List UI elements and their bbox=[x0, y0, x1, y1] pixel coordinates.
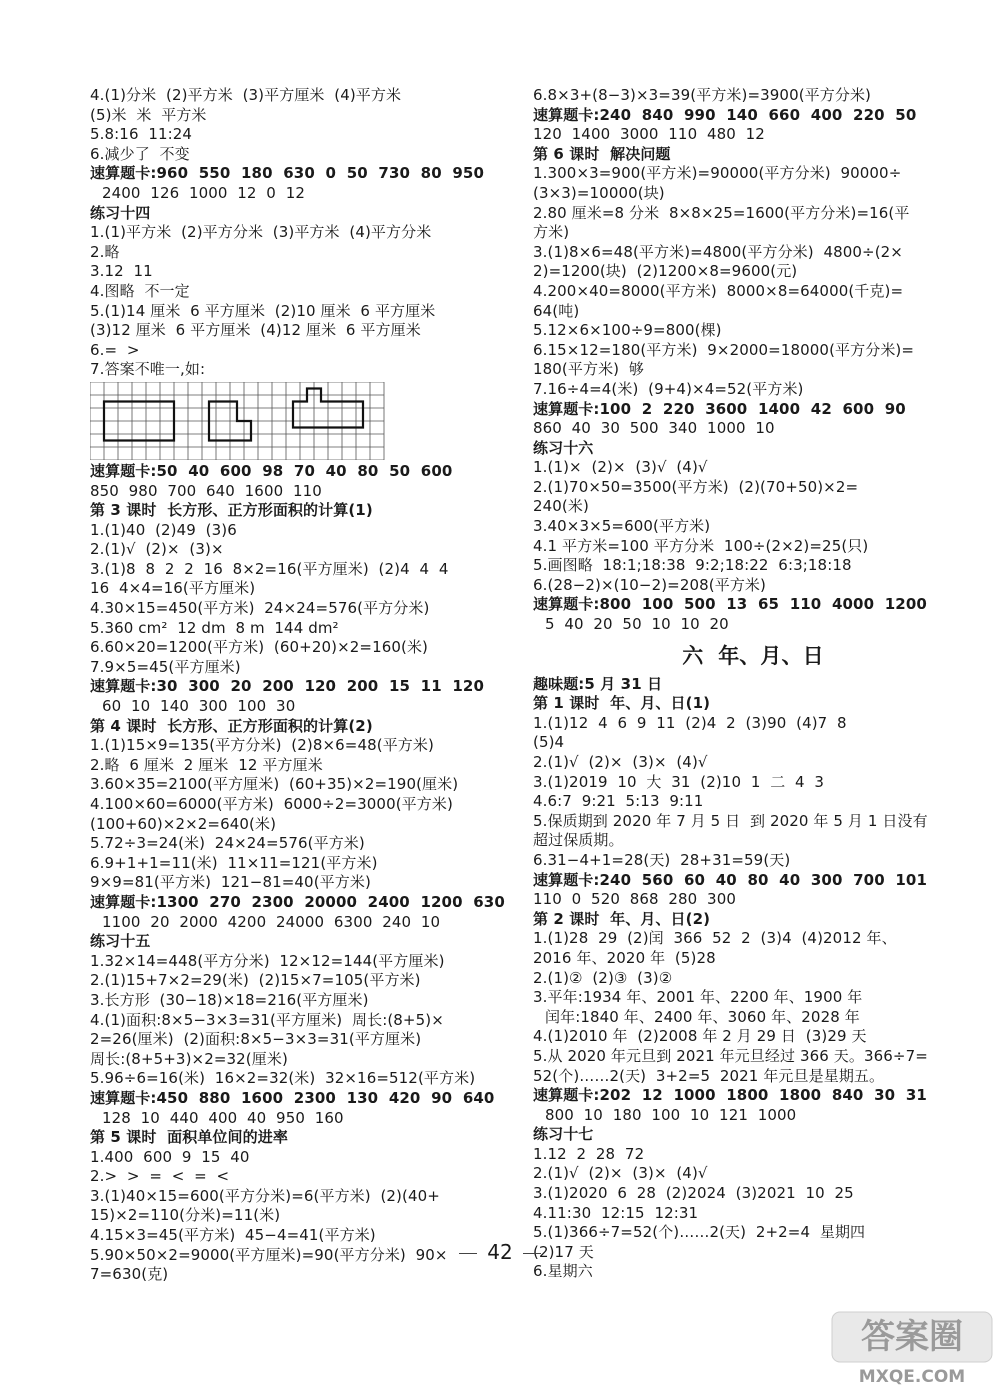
answer-line: (5)米 米 平方米 bbox=[90, 105, 207, 124]
answer-line: 6.60×20=1200(平方米) (60+20)×2=160(米) bbox=[90, 638, 428, 657]
answer-line: 4.(1)2010 年 (2)2008 年 2 月 29 日 (3)29 天 bbox=[533, 1027, 867, 1046]
answer-line: 2.略 6 厘米 2 厘米 12 平方厘米 bbox=[90, 755, 323, 774]
svg-text:MXQE.COM: MXQE.COM bbox=[858, 1367, 966, 1387]
answer-line: 3.(1)2020 6 28 (2)2024 (3)2021 10 25 bbox=[533, 1184, 854, 1203]
answer-line: 5.72÷3=24(米) 24×24=576(平方米) bbox=[90, 834, 365, 853]
answer-line: 180(平方米) 够 bbox=[533, 360, 644, 379]
heading-line: 速算题卡:1300 270 2300 20000 2400 1200 630 bbox=[90, 892, 505, 911]
heading-line: 第 1 课时 年、月、日(1) bbox=[533, 694, 711, 713]
answer-line: 9×9=81(平方米) 121−81=40(平方米) bbox=[90, 873, 371, 892]
answer-line: 1.(1)15×9=135(平方分米) (2)8×6=48(平方米) bbox=[90, 736, 434, 755]
answer-line: 5.360 cm² 12 dm 8 m 144 dm² bbox=[90, 618, 339, 637]
answer-line: 1.400 600 9 15 40 bbox=[90, 1147, 250, 1166]
answer-line: 超过保质期。 bbox=[533, 831, 624, 850]
answer-line: (3×3)=10000(块) bbox=[533, 183, 665, 202]
answer-line: 4.6:7 9:21 5:13 9:11 bbox=[533, 792, 704, 811]
answer-line: 3.12 11 bbox=[90, 262, 153, 281]
answer-line: 1.32×14=448(平方分米) 12×12=144(平方厘米) bbox=[90, 951, 445, 970]
answer-line: 240(米) bbox=[533, 497, 589, 516]
heading-line: 速算题卡:800 100 500 13 65 110 4000 1200 bbox=[533, 595, 927, 614]
answer-line: 2400 126 1000 12 0 12 bbox=[102, 183, 305, 202]
right-answers-top bbox=[533, 86, 973, 635]
answer-line: 2.(1)√ (2)× (3)× (4)√ bbox=[533, 753, 708, 771]
heading-line: 练习十七 bbox=[533, 1125, 594, 1144]
answer-line: 6.减少了 不变 bbox=[90, 144, 190, 163]
heading-line: 速算题卡:240 840 990 140 660 400 220 50 bbox=[533, 105, 917, 124]
answer-line: 6.= > bbox=[90, 340, 140, 359]
answer-line: 3.60×35=2100(平方厘米) (60+35)×2=190(厘米) bbox=[90, 775, 459, 794]
answer-line: 110 0 520 868 280 300 bbox=[533, 890, 736, 909]
answer-line: 2.(1)√ (2)× (3)× (4)√ bbox=[533, 1164, 708, 1183]
answer-line: 6.星期六 bbox=[533, 1262, 593, 1281]
heading-line: 练习十六 bbox=[533, 438, 594, 457]
page-number-dash-right bbox=[523, 1253, 541, 1254]
page-number: 42 bbox=[487, 1240, 513, 1264]
heading-line: 速算题卡:202 12 1000 1800 1800 840 30 31 bbox=[533, 1086, 927, 1105]
answer-line: 16 4×4=16(平方厘米) bbox=[90, 579, 256, 598]
answer-line: 闰年:1840 年、2400 年、3060 年、2028 年 bbox=[545, 1007, 860, 1026]
heading-line: 速算题卡:450 880 1600 2300 130 420 90 640 bbox=[90, 1088, 495, 1107]
answer-line: (100+60)×2×2=640(米) bbox=[90, 814, 277, 833]
answer-line: 2.80 厘米=8 分米 8×8×25=1600(平方分米)=16(平 bbox=[533, 203, 910, 222]
answer-line: 1.(1)40 (2)49 (3)6 bbox=[90, 520, 237, 539]
answer-line: 1.12 2 28 72 bbox=[533, 1144, 645, 1163]
answer-line: 60 10 140 300 100 30 bbox=[102, 697, 296, 716]
answer-line: 5.画图略 18:1;18:38 9:2;18:22 6:3;18:18 bbox=[533, 556, 852, 575]
answer-line: 120 1400 3000 110 480 12 bbox=[533, 125, 765, 144]
heading-line: 速算题卡:30 300 20 200 120 200 15 11 120 bbox=[90, 677, 485, 696]
answer-line: 5.从 2020 年元旦到 2021 年元旦经过 366 天。366÷7= bbox=[533, 1046, 928, 1065]
heading-line: 第 2 课时 年、月、日(2) bbox=[533, 909, 711, 928]
answer-line: 5.(1)14 厘米 6 平方厘米 (2)10 厘米 6 平方厘米 bbox=[90, 301, 436, 320]
answer-line: 3.(1)8 8 2 2 16 8×2=16(平方厘米) (2)4 4 4 bbox=[90, 559, 449, 578]
heading-line: 练习十四 bbox=[90, 203, 151, 222]
left-answers-top bbox=[90, 86, 530, 380]
heading-line: 第 4 课时 长方形、正方形面积的计算(2) bbox=[90, 716, 373, 735]
answer-line: 7.9×5=45(平方厘米) bbox=[90, 657, 241, 676]
svg-text:答案圈: 答案圈 bbox=[861, 1317, 963, 1357]
answer-line: 5.(1)366÷7=52(个)……2(天) 2+2=4 星期四 bbox=[533, 1223, 866, 1242]
answer-line: 64(吨) bbox=[533, 301, 580, 320]
answer-line: 2016 年、2020 年 (5)28 bbox=[533, 948, 716, 967]
heading-line: 练习十五 bbox=[90, 932, 151, 951]
answer-line: 2.(1)② (2)③ (3)② bbox=[533, 968, 673, 987]
grid-figure bbox=[90, 382, 530, 460]
answer-line: 2.> > = < = < bbox=[90, 1167, 230, 1186]
answer-line: 4.(1)分米 (2)平方米 (3)平方厘米 (4)平方米 bbox=[90, 86, 402, 104]
answer-line: 1.(1)12 4 6 9 11 (2)4 2 (3)90 (4)7 8 bbox=[533, 713, 847, 732]
page-number-dash-left bbox=[459, 1253, 477, 1254]
answer-line: 5.8:16 11:24 bbox=[90, 125, 193, 144]
answer-line: 1.(1)平方米 (2)平方分米 (3)平方米 (4)平方分米 bbox=[90, 223, 432, 242]
answer-line: 7.答案不唯一,如: bbox=[90, 360, 206, 379]
answer-line: 方米) bbox=[533, 223, 570, 242]
answer-line: 6.31−4+1=28(天) 28+31=59(天) bbox=[533, 850, 791, 869]
page-number-area bbox=[0, 1240, 1000, 1264]
answer-line: 6.15×12=180(平方米) 9×2000=18000(平方分米)= bbox=[533, 340, 915, 359]
left-answers-bottom bbox=[90, 462, 530, 1285]
right-answers-bottom bbox=[533, 675, 973, 1282]
answer-line: (2)17 天 bbox=[533, 1242, 594, 1261]
answer-line: 2.(1)70×50=3500(平方米) (2)(70+50)×2= bbox=[533, 477, 859, 496]
answer-line: 3.(1)40×15=600(平方分米)=6(平方米) (2)(40+ bbox=[90, 1186, 440, 1205]
answer-line: 1.(1)28 29 (2)闰 366 52 2 (3)4 (4)2012 年、 bbox=[533, 929, 897, 948]
answer-line: 4.30×15=450(平方米) 24×24=576(平方分米) bbox=[90, 599, 430, 618]
answer-line: 800 10 180 100 10 121 1000 bbox=[545, 1105, 797, 1124]
answer-line: 3.(1)2019 10 大 31 (2)10 1 二 4 3 bbox=[533, 772, 825, 791]
answer-line: 6.9+1+1=11(米) 11×11=121(平方米) bbox=[90, 853, 378, 872]
answer-line: 3.(1)8×6=48(平方米)=4800(平方分米) 4800÷(2× bbox=[533, 242, 903, 261]
answer-line: 2.(1)√ (2)× (3)× bbox=[90, 540, 224, 559]
answer-line: 850 980 700 640 1600 110 bbox=[90, 481, 322, 500]
answer-line: 4.15×3=45(平方米) 45−4=41(平方米) bbox=[90, 1226, 376, 1245]
answer-line: (3)12 厘米 6 平方厘米 (4)12 厘米 6 平方厘米 bbox=[90, 321, 421, 340]
heading-line: 速算题卡:50 40 600 98 70 40 80 50 600 bbox=[90, 461, 453, 480]
answer-line: 1100 20 2000 4200 24000 6300 240 10 bbox=[102, 912, 441, 931]
answer-line: 7.16÷4=4(米) (9+4)×4=52(平方米) bbox=[533, 379, 804, 398]
answer-line: 6.8×3+(8−3)×3=39(平方米)=3900(平方分米) bbox=[533, 86, 872, 104]
answer-line: 4.11:30 12:15 12:31 bbox=[533, 1203, 699, 1222]
answer-line: 3.平年:1934 年、2001 年、2200 年、1900 年 bbox=[533, 988, 863, 1007]
answer-line: 5.90×50×2=9000(平方厘米)=90(平方分米) 90× bbox=[90, 1245, 448, 1264]
right-column bbox=[533, 86, 973, 1282]
watermark-logo bbox=[828, 1310, 996, 1388]
answer-line: 128 10 440 400 40 950 160 bbox=[102, 1108, 344, 1127]
answer-line: 4.1 平方米=100 平方分米 100÷(2×2)=25(只) bbox=[533, 536, 869, 555]
answer-line: 6.(28−2)×(10−2)=208(平方米) bbox=[533, 575, 766, 594]
heading-line: 速算题卡:100 2 220 3600 1400 42 600 90 bbox=[533, 399, 906, 418]
heading-line: 第 3 课时 长方形、正方形面积的计算(1) bbox=[90, 501, 373, 520]
grid-drawing bbox=[90, 382, 390, 460]
answer-line: 2.略 bbox=[90, 242, 120, 261]
answer-line: 4.(1)面积:8×5−3×3=31(平方厘米) 周长:(8+5)× bbox=[90, 1010, 444, 1029]
answer-line: 3.40×3×5=600(平方米) bbox=[533, 517, 711, 536]
answer-line: 1.(1)× (2)× (3)√ (4)√ bbox=[533, 458, 708, 477]
answer-line: (5)4 bbox=[533, 733, 565, 752]
answer-line: 52(个)……2(天) 3+2=5 2021 年元旦是星期五。 bbox=[533, 1066, 885, 1085]
heading-line: 第 6 课时 解决问题 bbox=[533, 144, 671, 163]
answer-line: 1.300×3=900(平方米)=90000(平方分米) 90000÷ bbox=[533, 164, 902, 183]
heading-line: 趣味题:5 月 31 日 bbox=[533, 674, 663, 693]
answer-line: 4.200×40=8000(平方米) 8000×8=64000(千克)= bbox=[533, 281, 904, 300]
left-column bbox=[90, 86, 530, 1285]
answer-line: 2=26(厘米) (2)面积:8×5−3×3=31(平方厘米) bbox=[90, 1030, 422, 1049]
section-title: 六 年、月、日 bbox=[682, 643, 824, 668]
answer-line: 2.(1)15+7×2=29(米) (2)15×7=105(平方米) bbox=[90, 971, 421, 990]
answer-line: 2)=1200(块) (2)1200×8=9600(元) bbox=[533, 262, 798, 281]
answer-line: 5.96÷6=16(米) 16×2=32(米) 32×16=512(平方米) bbox=[90, 1069, 476, 1088]
answer-line: 5 40 20 50 10 10 20 bbox=[545, 615, 729, 634]
answer-line: 5.保质期到 2020 年 7 月 5 日 到 2020 年 5 月 1 日没有 bbox=[533, 811, 928, 830]
answer-line: 3.长方形 (30−18)×18=216(平方厘米) bbox=[90, 990, 369, 1009]
heading-line: 速算题卡:240 560 60 40 80 40 300 700 101 bbox=[533, 870, 928, 889]
answer-line: 5.12×6×100÷9=800(棵) bbox=[533, 321, 722, 340]
answer-line: 4.100×60=6000(平方米) 6000÷2=3000(平方米) bbox=[90, 795, 453, 813]
answer-line: 周长:(8+5+3)×2=32(厘米) bbox=[90, 1049, 288, 1068]
answer-line: 7=630(克) bbox=[90, 1265, 169, 1284]
answer-line: 15)×2=110(分米)=11(米) bbox=[90, 1206, 281, 1225]
heading-line: 速算题卡:960 550 180 630 0 50 730 80 950 bbox=[90, 164, 485, 183]
answer-line: 4.图略 不一定 bbox=[90, 281, 190, 300]
answer-line: 860 40 30 500 340 1000 10 bbox=[533, 419, 775, 438]
heading-line: 第 5 课时 面积单位间的进率 bbox=[90, 1128, 288, 1147]
